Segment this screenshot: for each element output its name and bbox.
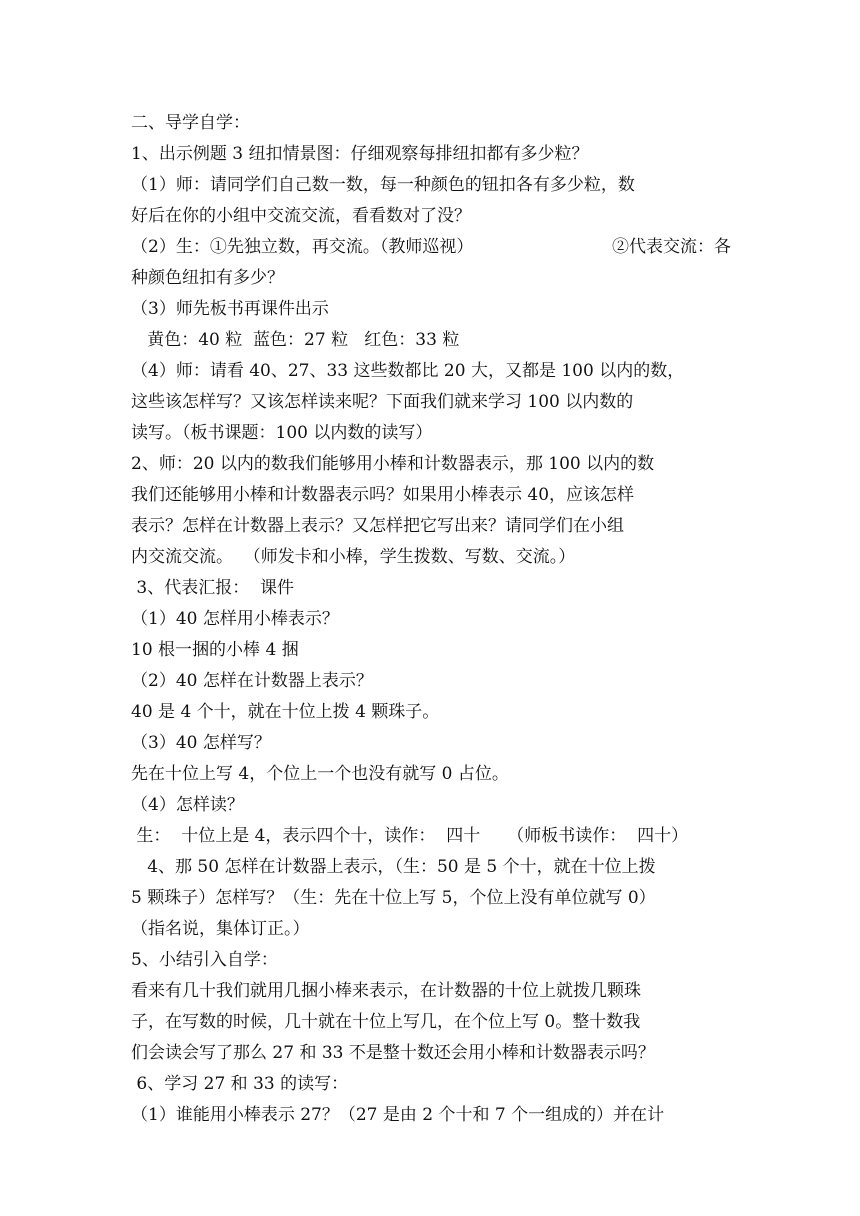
text-line: （3）师先板书再课件出示 xyxy=(131,299,329,319)
text-line: （2）40 怎样在计数器上表示？ xyxy=(131,671,373,691)
text-line-left: （2）生：①先独立数，再交流。（教师巡视） xyxy=(131,237,474,257)
text-line: （3）40 怎样写？ xyxy=(131,733,271,753)
text-line: 黄色：40 粒 蓝色：27 粒 红色：33 粒 xyxy=(131,330,460,350)
text-line: 种颜色纽扣有多少？ xyxy=(131,268,284,288)
text-line: 表示？怎样在计数器上表示？又怎样把它写出来？请同学们在小组 xyxy=(131,516,624,536)
document-body xyxy=(131,108,731,1131)
text-line: 子，在写数的时候，几十就在十位上写几，在个位上写 0。整十数我 xyxy=(131,1012,641,1032)
text-line: （指名说，集体订正。） xyxy=(131,919,310,939)
text-line: 6、学习 27 和 33 的读写： xyxy=(131,1074,349,1094)
text-line: 1、出示例题 3 纽扣情景图：仔细观察每排纽扣都有多少粒？ xyxy=(131,144,589,164)
text-line: 好后在你的小组中交流交流，看看数对了没？ xyxy=(131,206,471,226)
text-line: （1）师：请同学们自己数一数，每一种颜色的钮扣各有多少粒，数 xyxy=(131,175,635,195)
text-line: 读写。（板书课题：100 以内数的读写） xyxy=(131,423,433,443)
text-line: 10 根一捆的小棒 4 捆 xyxy=(131,640,299,660)
text-line: 5 颗珠子）怎样写？（生：先在十位上写 5，个位上没有单位就写 0） xyxy=(131,888,656,908)
section-heading: 二、导学自学： xyxy=(131,113,250,133)
text-line: 4、那 50 怎样在计数器上表示，（生：50 是 5 个十，就在十位上拨 xyxy=(131,857,656,877)
text-line: 内交流交流。 （师发卡和小棒，学生拨数、写数、交流。） xyxy=(131,547,576,567)
text-line: 先在十位上写 4，个位上一个也没有就写 0 占位。 xyxy=(131,764,509,784)
text-line: 3、代表汇报： 课件 xyxy=(131,578,295,598)
text-line-right: ②代表交流：各 xyxy=(612,237,731,257)
text-line: （4）师：请看 40、27、33 这些数都比 20 大，又都是 100 以内的数， xyxy=(131,361,685,381)
text-line: （1）40 怎样用小棒表示？ xyxy=(131,609,339,629)
text-line: 生： 十位上是 4，表示四个十，读作： 四十 （师板书读作： 四十） xyxy=(131,826,689,846)
text-line: 40 是 4 个十，就在十位上拨 4 颗珠子。 xyxy=(131,702,440,722)
text-line: 2、师：20 以内的数我们能够用小棒和计数器表示，那 100 以内的数 xyxy=(131,454,655,474)
text-line-split xyxy=(131,232,731,263)
text-line: 我们还能够用小棒和计数器表示吗？如果用小棒表示 40，应该怎样 xyxy=(131,485,635,505)
text-line: （4）怎样读？ xyxy=(131,795,244,815)
text-line: 这些该怎样写？又该怎样读来呢？下面我们就来学习 100 以内数的 xyxy=(131,392,634,412)
text-line: 5、小结引入自学： xyxy=(131,950,278,970)
text-line: （1）谁能用小棒表示 27？（27 是由 2 个十和 7 个一组成的）并在计 xyxy=(131,1105,665,1125)
text-line: 看来有几十我们就用几捆小棒来表示，在计数器的十位上就拨几颗珠 xyxy=(131,981,641,1001)
text-line: 们会读会写了那么 27 和 33 不是整十数还会用小棒和计数器表示吗？ xyxy=(131,1043,655,1063)
